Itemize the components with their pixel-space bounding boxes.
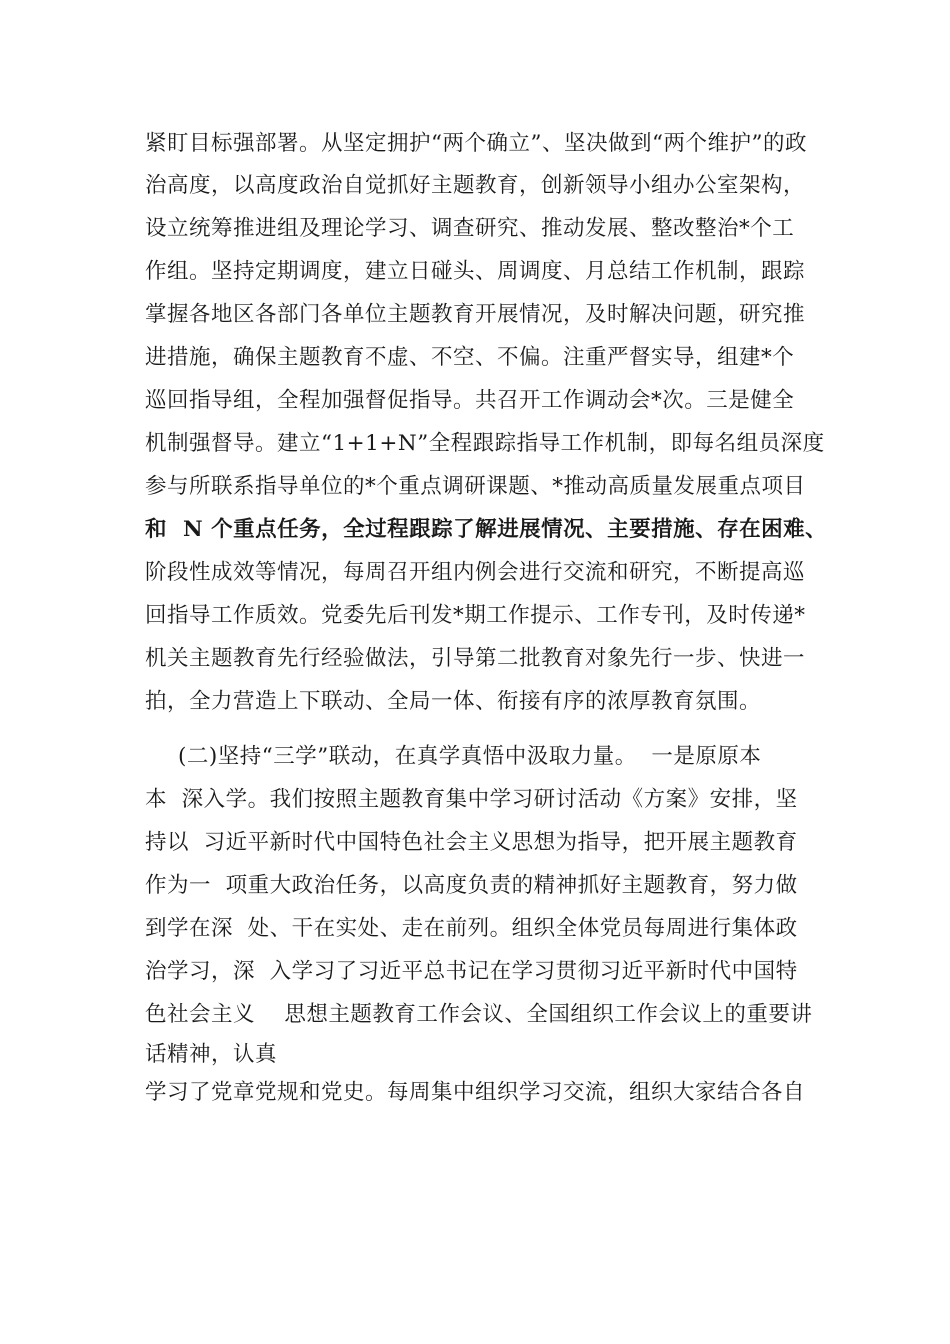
text-line-bold: 和 N 个重点任务，全过程跟踪了解进展情况、主要措施、存在困难、 <box>145 517 828 542</box>
text-line: 到学在深 处、干在实处、走在前列。组织全体党员每周进行集体政 <box>145 916 798 941</box>
text-line: 设立统筹推进组及理论学习、调查研究、推动发展、整改整治*个工 <box>145 216 795 241</box>
text-line: 作组。坚持定期调度，建立日碰头、周调度、月总结工作机制，跟踪 <box>145 259 806 284</box>
text-line: 本 深入学。我们按照主题教育集中学习研讨活动《方案》安排，坚 <box>145 787 798 812</box>
text-line: 机关主题教育先行经验做法，引导第二批教育对象先行一步、快进一 <box>145 646 806 671</box>
text-line: 治学习，深 入学习了习近平总书记在学习贯彻习近平新时代中国特 <box>145 959 798 984</box>
text-line: 作为一 项重大政治任务，以高度负责的精神抓好主题教育，努力做 <box>145 873 798 898</box>
text-line: 阶段性成效等情况，每周召开组内例会进行交流和研究，不断提高巡 <box>145 560 806 585</box>
text-line: 话精神，认真 <box>145 1042 278 1067</box>
text-line: 回指导工作质效。党委先后刊发*期工作提示、工作专刊，及时传递* <box>145 603 806 628</box>
text-line: 机制强督导。建立“1+1+N”全程跟踪指导工作机制，即每名组员深度 <box>145 431 825 456</box>
text-line: 色社会主义 思想主题教育工作会议、全国组织工作会议上的重要讲 <box>145 1002 813 1027</box>
text-line: 持以 习近平新时代中国特色社会主义思想为指导，把开展主题教育 <box>145 830 798 855</box>
text-line: 学习了党章党规和党史。每周集中组织学习交流，组织大家结合各自 <box>145 1080 806 1105</box>
section-heading-line: (二)坚持“三学”联动，在真学真悟中汲取力量。 一是原原本 <box>178 744 762 769</box>
text-line: 参与所联系指导单位的*个重点调研课题、*推动高质量发展重点项目 <box>145 474 806 499</box>
text-line: 拍，全力营造上下联动、全局一体、衔接有序的浓厚教育氛围。 <box>145 689 762 714</box>
text-line: 进措施，确保主题教育不虚、不空、不偏。注重严督实导，组建*个 <box>145 345 795 370</box>
text-line: 紧盯目标强部署。从坚定拥护“两个确立”、坚决做到“两个维护”的政 <box>145 131 807 156</box>
text-line: 掌握各地区各部门各单位主题教育开展情况，及时解决问题，研究推 <box>145 302 806 327</box>
text-line: 治高度，以高度政治自觉抓好主题教育，创新领导小组办公室架构， <box>145 173 806 198</box>
text-line: 巡回指导组，全程加强督促指导。共召开工作调动会*次。三是健全 <box>145 388 795 413</box>
